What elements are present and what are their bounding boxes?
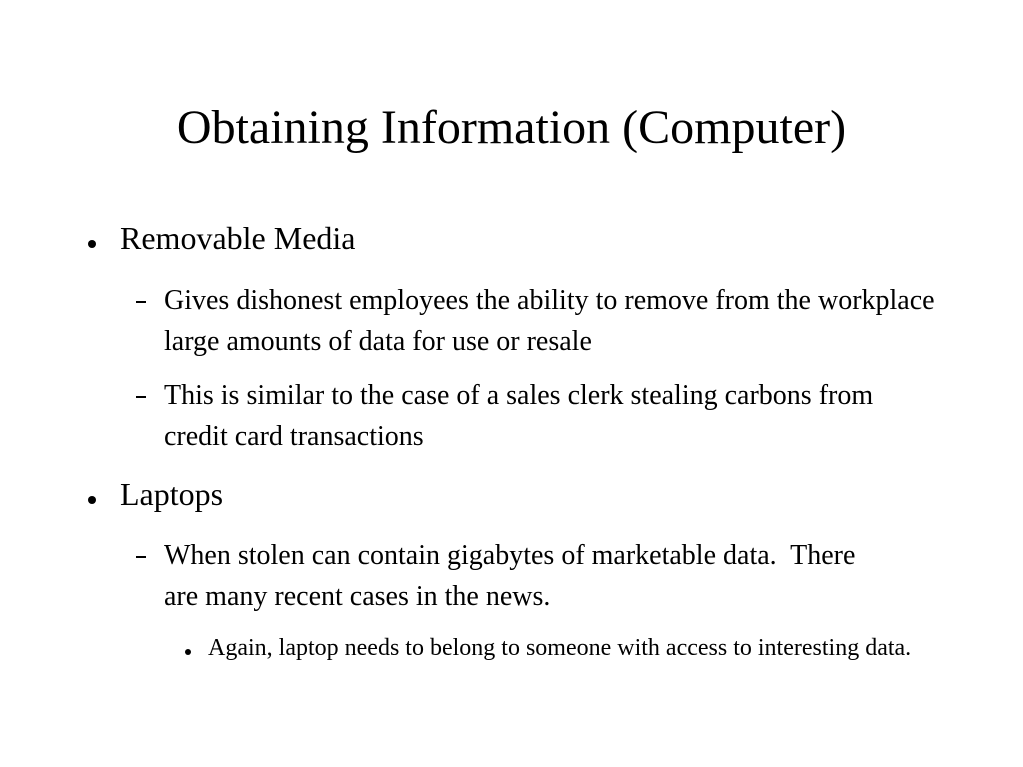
round-bullet-icon [88, 240, 96, 248]
bullet-text: Laptops [120, 476, 224, 512]
sub-bullet-text: Gives dishonest employees the ability to remove from the workplace large amounts of data for use or resale [164, 285, 935, 357]
bullet-text: Removable Media [120, 220, 356, 256]
dash-bullet-icon [136, 301, 146, 303]
sub-bullet-text: This is similar to the case of a sales clerk stealing carbons from credit card transactions [164, 380, 874, 452]
slide-title: Obtaining Information (Computer) [176, 101, 847, 154]
round-bullet-icon [88, 496, 96, 504]
sub-sub-bullet-access [182, 631, 942, 665]
sub-bullet-text: When stolen can contain gigabytes of marketable data. There are many recent cases in the news. [164, 540, 863, 612]
sub-bullet-sales-clerk [134, 375, 894, 457]
dash-bullet-icon [136, 556, 146, 558]
sub-bullet-dishonest-employees [134, 280, 954, 362]
dash-bullet-icon [136, 396, 146, 398]
round-bullet-icon [185, 649, 191, 655]
sub-sub-bullet-text: Again, laptop needs to belong to someone with access to interesting data. [208, 635, 912, 661]
sub-bullet-stolen-laptops [134, 535, 894, 617]
